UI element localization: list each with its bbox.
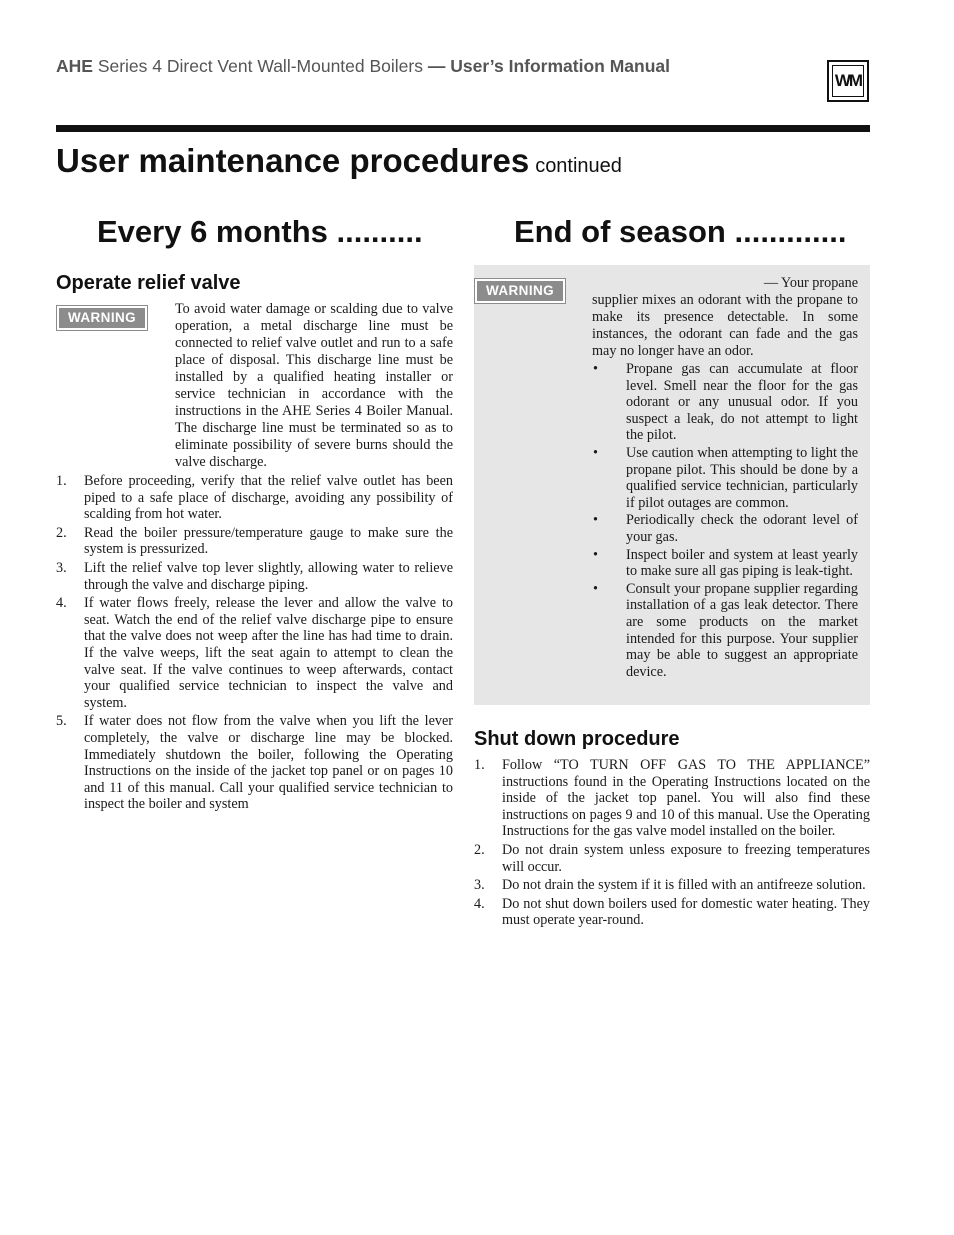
list-item: • Use caution when attempting to light the propane pilot. This should be done by a qualified service technician, particularly if pilot outages are common. — [593, 444, 858, 511]
list-item: 3. Do not drain the system if it is filled with an antifreeze solution. — [474, 877, 866, 894]
subsection-title-operate-relief-valve: Operate relief valve — [56, 272, 241, 294]
list-item: 1. Follow “TO TURN OFF GAS TO THE APPLIANCE” instructions found in the Operating Instructions located on the inside of the jacket top panel. You will also find these instructions on pages 9 and 10 of this manual. Use the Operating Instructions for the gas valve model installed on the boiler. — [474, 757, 870, 840]
subsection-title-shut-down-procedure: Shut down procedure — [474, 728, 680, 750]
warning-badge: WARNING — [475, 279, 565, 303]
list-item: 1. Before proceeding, verify that the relief valve outlet has been piped to a safe place of discharge, avoiding any possibility of scalding from hot water. — [56, 473, 453, 523]
page-title-suffix: continued — [535, 155, 622, 177]
list-item: • Consult your propane supplier regarding installation of a gas leak detector. There are some products on the market intended for this purpose. Your supplier may be able to suggest an appropriate device. — [593, 580, 858, 680]
list-item: • Propane gas can accumulate at floor level. Smell near the floor for the gas odorant or any unusual odor. If you suspect a leak, do not attempt to light the pilot. — [593, 361, 858, 444]
header-rule — [56, 125, 870, 132]
section-title-every-6-months: Every 6 months .......... — [97, 214, 423, 249]
propane-warning-bullets — [592, 361, 858, 681]
list-item: 4. Do not shut down boilers used for domestic water heating. They must operate year-round. — [474, 895, 870, 929]
list-item: 4. If water flows freely, release the lever and allow the valve to seat. Watch the end of the relief valve discharge pipe to ensure that the valve does not weep after the line has had time to drain. If the valve weeps, lift the seat again to attempt to clean the valve seat. If the valve continues to weep afterwards, contact your qualified service technician to inspect the valve and system. — [56, 595, 453, 711]
list-item: 3. Lift the relief valve top lever slightly, allowing water to relieve through the valve and discharge piping. — [56, 559, 453, 593]
propane-warning-lead: — Your propane — [763, 275, 858, 291]
list-item: 2. Read the boiler pressure/temperature gauge to make sure the system is pressurized. — [56, 524, 453, 558]
list-item: 2. Do not drain system unless exposure to freezing temperatures will occur. — [474, 841, 870, 875]
section-title-end-of-season: End of season ............. — [514, 214, 847, 249]
wm-logo — [827, 60, 869, 102]
page-title-text: User maintenance procedures — [56, 142, 530, 179]
list-item: • Inspect boiler and system at least yearly to make sure all gas piping is leak-tight. — [593, 546, 858, 580]
relief-valve-warning-text: To avoid water damage or scalding due to valve operation, a metal discharge line must be connected to relief valve outlet and run to a safe place of disposal. This discharge line must be installed by a qualified heating installer or service technician in accordance with the instructions in the AHE Series 4 Boiler Manual. The discharge line must be terminated so as to eliminate possibility of severe burns should the valve discharge. — [175, 301, 453, 470]
list-item: • Periodically check the odorant level of your gas. — [593, 512, 858, 545]
page-title — [56, 142, 622, 180]
shut-down-steps — [474, 757, 870, 931]
relief-valve-steps — [56, 473, 453, 815]
running-header — [56, 56, 670, 77]
header-brand: AHE — [56, 56, 93, 76]
warning-badge: WARNING — [57, 306, 147, 330]
header-series: Series 4 Direct Vent Wall-Mounted Boilers — [92, 56, 428, 76]
propane-warning-intro: supplier mixes an odorant with the propane to make its presence detectable. In some instances, the odorant can fade and the gas may no longer have an odor. — [592, 292, 858, 359]
logo-mark: WM — [832, 65, 864, 97]
list-item: 5. If water does not flow from the valve when you lift the lever completely, the valve or discharge line may be blocked. Immediately shutdown the boiler, following the Operating Instructions on the inside of the jacket top panel or on pages 10 and 11 of this manual. Call your qualified service technician to inspect the boiler and system — [56, 713, 453, 813]
header-manual: — User’s Information Manual — [427, 56, 670, 76]
